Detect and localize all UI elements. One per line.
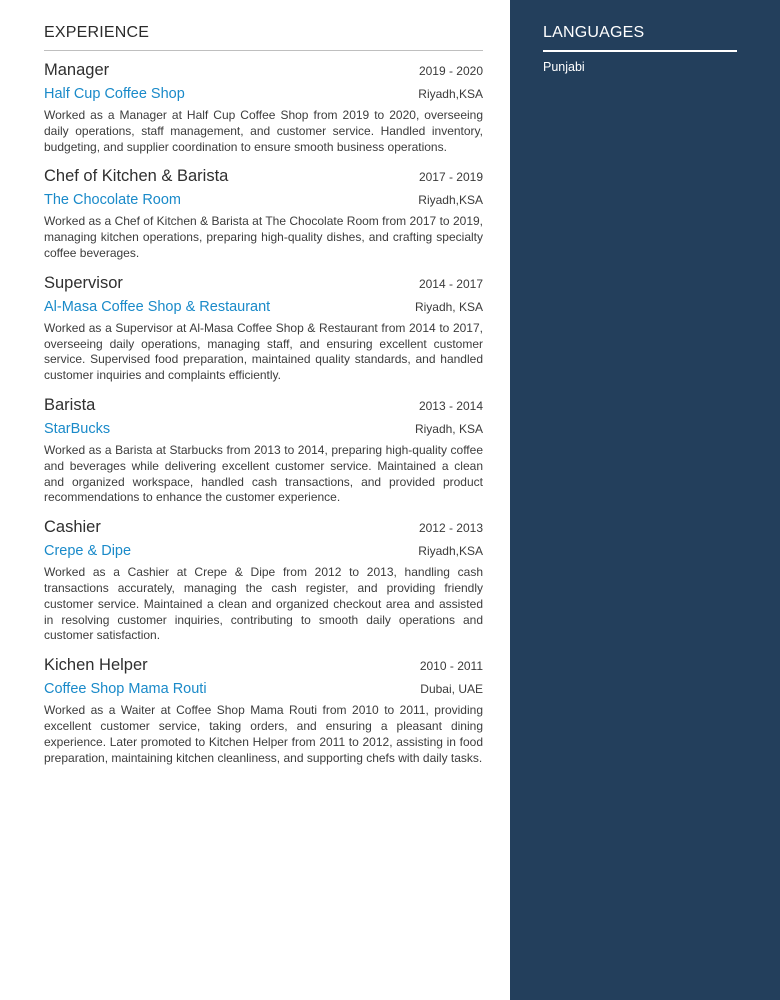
job-entry-supervisor (44, 274, 483, 384)
main-column (44, 0, 483, 766)
job-entry-manager (44, 61, 483, 155)
sidebar (510, 0, 780, 1000)
job-location: Riyadh, KSA (414, 421, 483, 436)
job-entry-chef-barista (44, 167, 483, 261)
job-location: Dubai, UAE (420, 682, 483, 697)
job-location: Riyadh,KSA (418, 193, 483, 208)
job-title: Kichen Helper (44, 656, 148, 675)
job-dates: 2014 - 2017 (418, 276, 483, 291)
job-description: Worked as a Waiter at Coffee Shop Mama Routi from 2010 to 2011, providing excellent customer service, taking orders, and ensuring a pleasant dining experience. Later promoted to Kitchen Helper from 2011 to 2012, assisting in food preparation, maintaining kitchen cleanliness, and supporting chefs with daily tasks. (44, 703, 483, 765)
job-entry-barista (44, 396, 483, 506)
company-name: The Chocolate Room (44, 192, 182, 209)
company-name: Half Cup Coffee Shop (44, 86, 185, 102)
company-name: StarBucks (44, 420, 111, 437)
job-title: Cashier (44, 518, 101, 537)
job-dates: 2012 - 2013 (418, 521, 483, 536)
job-dates: 2019 - 2020 (418, 64, 483, 78)
job-dates: 2013 - 2014 (418, 398, 483, 413)
job-title: Manager (44, 61, 110, 79)
job-location: Riyadh,KSA (418, 87, 483, 101)
job-entry-cashier (44, 518, 483, 644)
job-dates: 2017 - 2019 (418, 170, 483, 185)
job-description: Worked as a Chef of Kitchen & Barista at The Chocolate Room from 2017 to 2019, managing kitchen operations, preparing high-quality dishes, and crafting specialty coffee beverages. (44, 214, 483, 260)
job-location: Riyadh,KSA (418, 544, 483, 559)
language-item: Punjabi (543, 60, 585, 74)
job-location: Riyadh, KSA (414, 299, 483, 314)
job-description: Worked as a Cashier at Crepe & Dipe from 2012 to 2013, handling cash transactions accurately, managing the cash register, and providing friendly customer service. Maintained a clean and organized checkout area and assisted in resolving customer inquiries, contributing to smooth daily operations and customer satisfaction. (44, 565, 483, 643)
job-description: Worked as a Barista at Starbucks from 2013 to 2014, preparing high-quality coffee and beverages while delivering excellent customer service. Maintained a clean and organized workspace, handled cash transactions, and provided product recommendations to enhance the customer experience. (44, 442, 483, 505)
job-title: Chef of Kitchen & Barista (44, 167, 229, 186)
languages-heading: LANGUAGES (543, 24, 737, 52)
company-name: Al-Masa Coffee Shop & Restaurant (44, 298, 271, 315)
experience-heading: EXPERIENCE (44, 24, 483, 51)
company-name: Coffee Shop Mama Routi (44, 681, 207, 698)
job-dates: 2010 - 2011 (419, 659, 483, 674)
job-title: Barista (44, 395, 96, 414)
job-description: Worked as a Manager at Half Cup Coffee Shop from 2019 to 2020, overseeing daily operations, staff management, and customer service. Handled inventory, budgeting, and supplier coordination to ensure smooth business operations. (44, 108, 483, 154)
job-description: Worked as a Supervisor at Al-Masa Coffee Shop & Restaurant from 2014 to 2017, overseeing daily operations, managing staff, and ensuring excellent customer service. Supervised food preparation, maintained quality standards, and handled customer inquiries and complaints efficiently. (44, 320, 483, 383)
company-name: Crepe & Dipe (44, 543, 132, 560)
job-title: Supervisor (44, 273, 123, 292)
job-entry-kitchen-helper (44, 656, 483, 766)
